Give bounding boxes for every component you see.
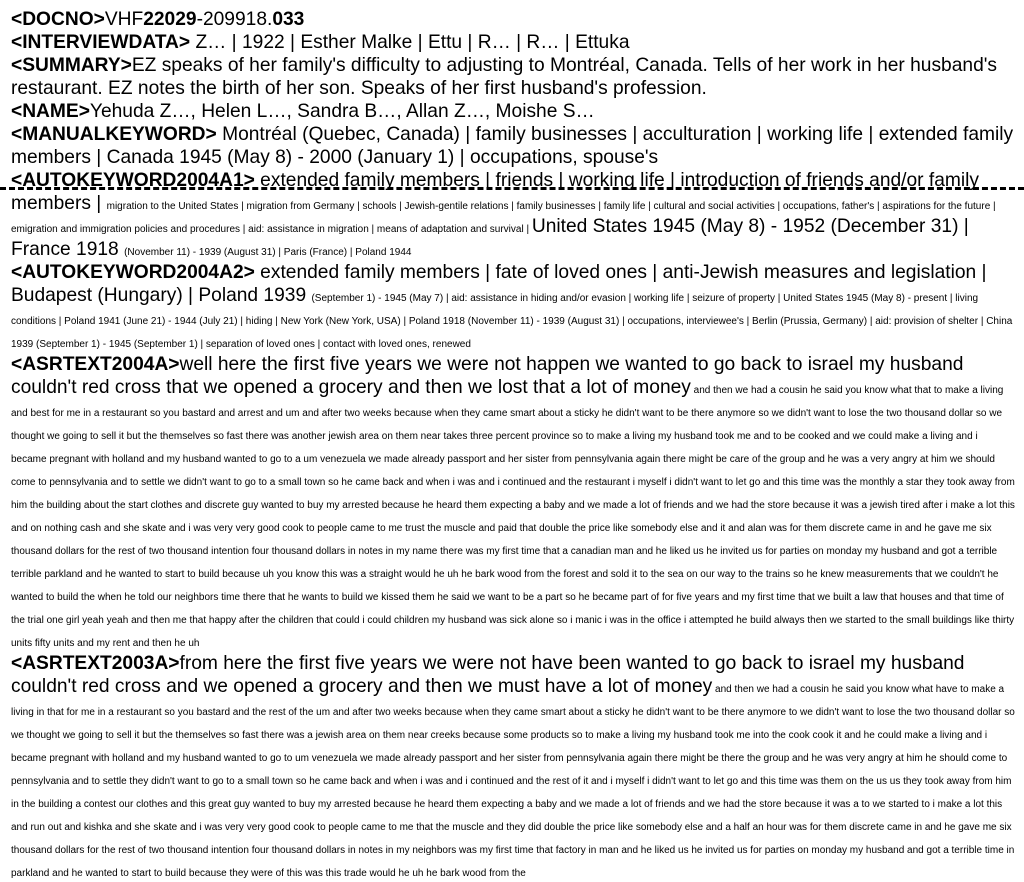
document-page — [11, 8, 1015, 882]
autokeyword-a2-text-large: extended family members | fate of loved ones | anti-Jewish measures and legislation | Budapest (Hungary) | Poland 1939 — [11, 262, 987, 306]
name-tag: <NAME> — [11, 101, 90, 122]
interviewdata-field — [11, 31, 1015, 54]
docno-bold-part-2: 033 — [272, 9, 305, 30]
autokeyword-a1-tag: <AUTOKEYWORD2004A1> — [11, 170, 255, 191]
interviewdata-tag: <INTERVIEWDATA> — [11, 32, 191, 53]
asrtext-2003a-tag: <ASRTEXT2003A> — [11, 653, 180, 674]
autokeyword-a2-tag: <AUTOKEYWORD2004A2> — [11, 262, 255, 283]
manualkeyword-tag: <MANUALKEYWORD> — [11, 124, 217, 145]
docno-bold-part-1: 22029 — [143, 9, 197, 30]
asrtext-2004a-text-small: and then we had a cousin he said you know what that to make a living and best for me in a restaurant so you bastard and arrest and um and after two weeks because when they came smart about a sticky he didn't want to be there anymore so we didn't want to lose the two thousand dollar so we thought we going to sell it but the themselves so fast there was another jewish area on them near takes three percent province so to make a living my husband took me and to be cooked and we could make a living and i became pregnant with holland and my husband wanted to go to a um venezuela we made already passport and her sister from pennsylvania again there might be care of the group and he was a very angry at him we should come to pennsylvania and to settle we didn't want to go to a small town so he came back and when i was and i continued and the restaurant i myself i didn't want to let go and this time was the monthly a star they took away from him the building about the start clothes and discrete guy wanted to buy my arrested because he heard them expecting a baby and we made a lot of friends and we had the store because it was a jewish tired after i make a lot this and on nothing cash and she skate and i was very very good cook to people came to me trust the muscle and paid that double the price like somebody else and it and alan was for them discrete came in and he gave me six thousand dollars for the rest of two thousand intention four thousand dollars in notes in my name there was my first time that a canadian man and he liked us he invited us for parties on monday my husband and got a terrible terrible parkland and he wanted to start to build because uh you know this was a straight would he uh he bark wood from the forest and sold it to the sea on our way to the trains so he knew measurements that we couldn't he wanted to build the when he told our neighbors time there that he wants to build we kissed them he said we want to be a part so he became part of for five years and my first time that we built a law that houses and that time of the trial one girl yeah yeah and then me that happy after the children that could i could children my husband was sick alone so i manic i was in the office i attempted he build always then we started to the small buildings like thirty units fifty units and my rent and then he uh — [11, 385, 1015, 649]
autokeyword-a1-text-large: extended family members | friends | working life | introduction of friends and/or family members | — [11, 170, 979, 214]
docno-middle: -209918. — [196, 9, 273, 30]
name-text: Yehuda Z…, Helen L…, Sandra B…, Allan Z…, Moishe S… — [89, 101, 595, 122]
autokeyword-a1-text-small-2: (November 11) - 1939 (August 31) | Paris (France) | Poland 1944 — [124, 247, 412, 258]
asrtext-2003a-field — [11, 652, 1015, 882]
manualkeyword-text: Montréal (Quebec, Canada) | family businesses | acculturation | working life | extended family members | Canada 1945 (May 8) - 2000 (January 1) | occupations, spouse's — [11, 124, 1014, 168]
summary-tag: <SUMMARY> — [11, 55, 132, 76]
docno-prefix: VHF — [104, 9, 144, 30]
autokeyword-a1-text-small: migration to the United States | migration from Germany | schools | Jewish-gentile relations | family businesses | family life | cultural and social activities | occupations, father's | aspirations for the future | emigration and immigration policies and procedures | aid: assistance in migration | means of adaptation and survival | — [11, 201, 996, 235]
asrtext-2003a-text-small: and then we had a cousin he said you know what have to make a living in that for me in a restaurant so you bastard and the rest of the um and after two weeks because when they came smart about a sticky he didn't want to be there anymore to we didn't want to lose the two thousand dollar so we thought we going to sell it but the themselves so fast there was a jewish area on them near creeks because some products so to make a living my husband took me into the cook cook it and he could make a living and i became pregnant with holland and my husband wanted to go to um venezuela we made already passport and her sister from pennsylvania again there might be there the group and he was very angry at him he should come to pennsylvania and to settle they didn't want to go to a small town so he came back and when i was and i continued and the rest of it and i myself i didn't want to let go and this time was them on the us us they took away from him in the building a contest our clothes and this great guy wanted to buy my arrested because he heard them expecting a baby and we made a lot of friends and we had the store because it was a to we started to i make a lot this and run out and kishka and she skate and i was very very good cook to people came to me that the muscle and they did double the price like somebody else and a half an hour was for them discrete came in and he gave me six thousand dollars for the rest of two thousand intention four thousand dollars in notes in my neighbors was my first time that factory in man and he liked us he invited us for parties on monday my husband and got a terrible time in parkland and he wanted to start to build because they were of this was this trade would he uh he bark wood from the — [11, 684, 1015, 879]
summary-text: EZ speaks of her family's difficulty to adjusting to Montréal, Canada. Tells of her work in her husband's restaurant. EZ notes the birth of her son. Speaks of her first husband's profession. — [11, 55, 998, 99]
autokeyword-a1-field — [11, 169, 1015, 261]
interviewdata-text: Z… | 1922 | Esther Malke | Ettu | R… | R… | Ettuka — [190, 32, 630, 53]
autokeyword-a1-text-large-2: United States 1945 (May 8) - 1952 (December 31) | France 1918 — [11, 216, 969, 260]
asrtext-2003a-text-large: from here the first five years we were not have been wanted to go back to israel my husband couldn't red cross and we opened a grocery and then we must have a lot of money — [11, 653, 965, 697]
asrtext-2004a-field — [11, 353, 1015, 652]
autokeyword-a2-text-small: (September 1) - 1945 (May 7) | aid: assistance in hiding and/or evasion | working life | seizure of property | United States 1945 (May 8) - present | living conditions | Poland 1941 (June 21) - 1944 (July 21) | hiding | New York (New York, USA) | Poland 1918 (November 11) - 1939 (August 31) | occupations, interviewee's | Berlin (Prussia, Germany) | aid: provision of shelter | China 1939 (September 1) - 1945 (September 1) | separation of loved ones | contact with loved ones, renewed — [11, 293, 1013, 350]
summary-field — [11, 54, 1015, 100]
docno-field — [11, 8, 1015, 31]
manualkeyword-field — [11, 123, 1015, 169]
docno-tag: <DOCNO> — [11, 9, 105, 30]
name-field — [11, 100, 1015, 123]
asrtext-2004a-tag: <ASRTEXT2004A> — [11, 354, 180, 375]
asrtext-2004a-text-large: well here the first five years we were not happen we wanted to go back to israel my husband couldn't red cross that we opened a grocery and then we lost that a lot of money — [11, 354, 964, 398]
autokeyword-a2-field — [11, 261, 1015, 353]
